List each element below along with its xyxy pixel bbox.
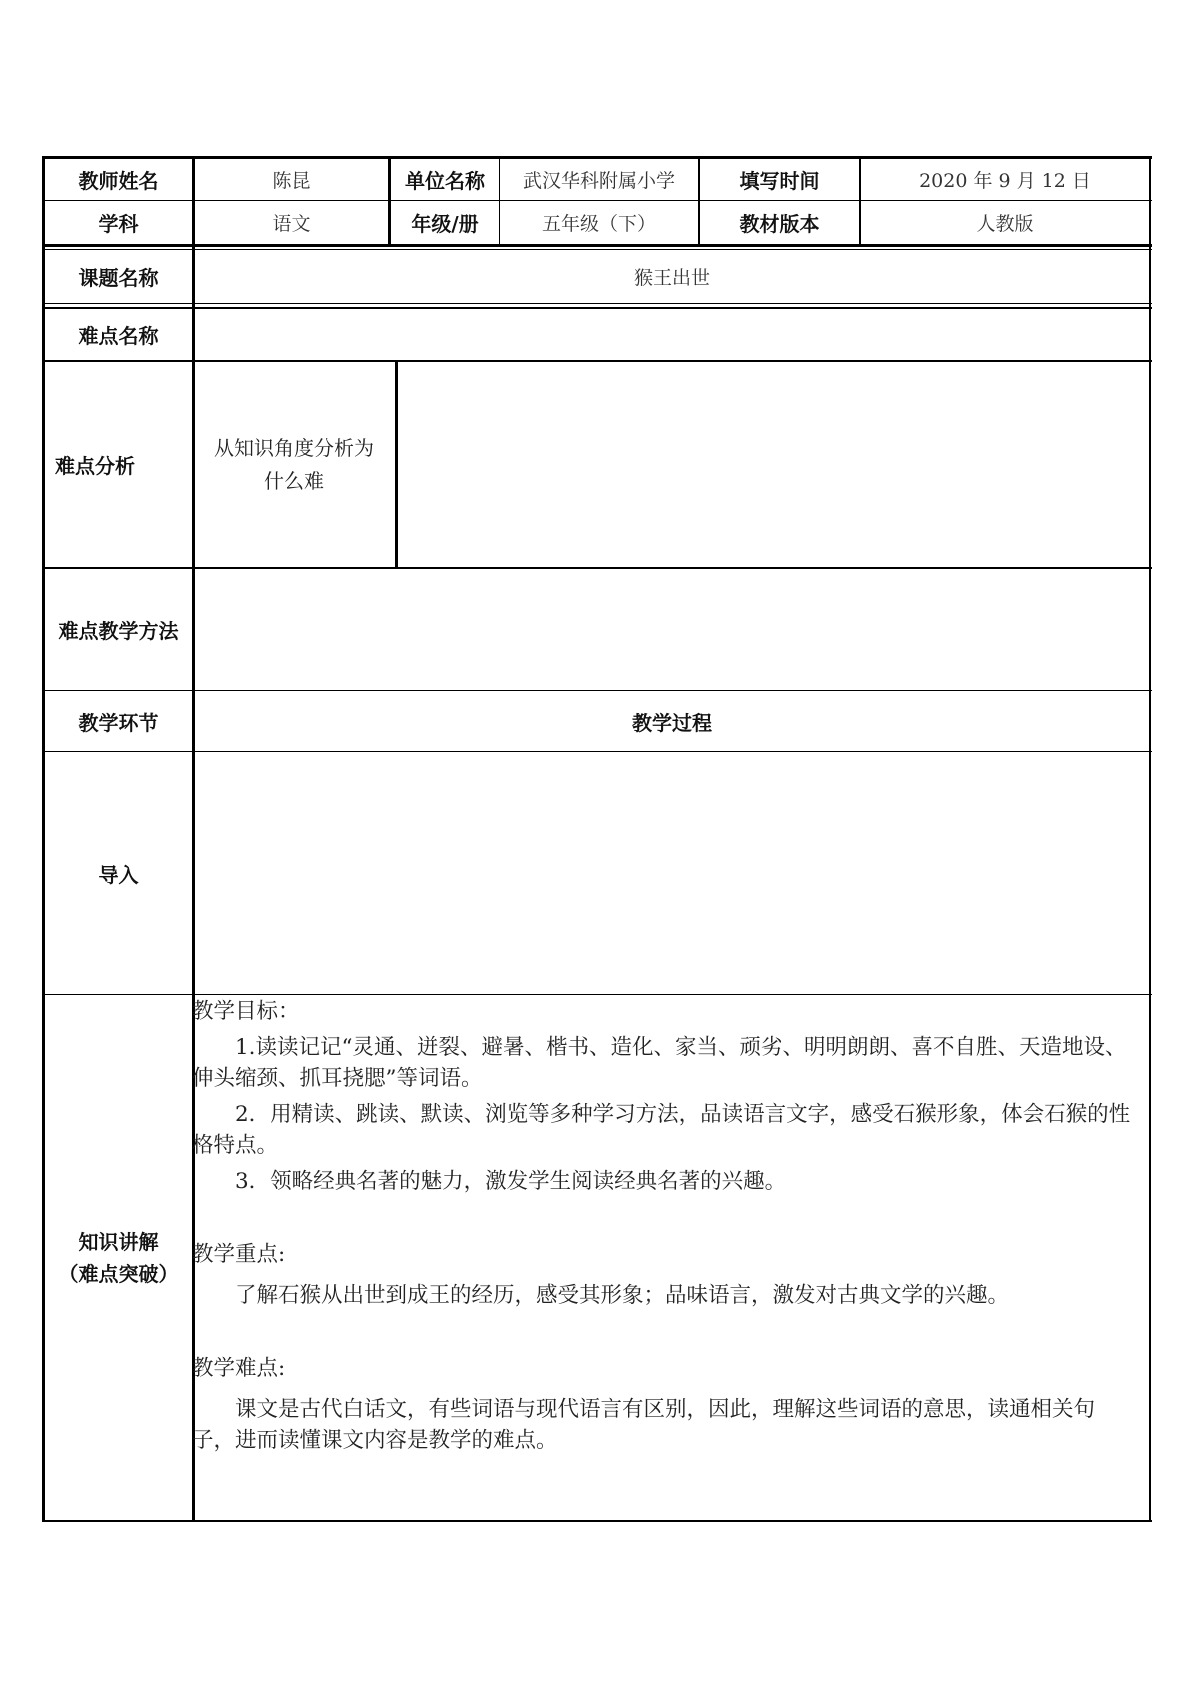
knowledge-label-line2: （难点突破） — [58, 1261, 179, 1286]
teaching-method-value — [195, 569, 1149, 690]
knowledge-angle-label: 从知识角度分析为什么难 — [214, 435, 374, 493]
teacher-name-value: 陈昆 — [272, 170, 311, 192]
knowledge-content — [192, 996, 1136, 1456]
topic-label: 课题名称 — [78, 266, 159, 290]
teaching-focus-text: 了解石猴从出世到成王的经历，感受其形象；品味语言，激发对古典文学的兴趣。 — [235, 1283, 1010, 1308]
teaching-stage-header: 教学环节 — [78, 710, 159, 735]
fill-date-label: 填写时间 — [739, 169, 820, 193]
teaching-goal-3: 3．领略经典名著的魅力，激发学生阅读经典名著的兴趣。 — [235, 1169, 787, 1194]
teaching-method-label: 难点教学方法 — [58, 619, 179, 643]
teaching-process-header: 教学过程 — [632, 710, 712, 735]
difficulty-name-label: 难点名称 — [78, 324, 159, 348]
teaching-goal-1: 1.读读记记“灵通、迸裂、避暑、楷书、造化、家当、顽劣、明明朗朗、喜不自胜、天造地设、伸头缩颈、抓耳挠腮”等词语。 — [192, 1035, 1127, 1091]
rule-row3 — [42, 303, 1152, 304]
grade-label: 年级/册 — [411, 212, 479, 236]
grade-value: 五年级（下） — [541, 213, 656, 235]
teaching-goal-2: 2．用精读、跳读、默读、浏览等多种学习方法，品读语言文字，感受石猴形象，体会石猴的性格特点。 — [192, 1102, 1131, 1158]
teacher-name-label: 教师姓名 — [78, 169, 159, 193]
teaching-difficulty-title: 教学难点: — [192, 1356, 286, 1381]
edition-value: 人教版 — [976, 213, 1034, 235]
unit-name-label: 单位名称 — [405, 169, 485, 193]
rule-row8 — [42, 994, 1152, 995]
subject-value: 语文 — [272, 213, 311, 235]
rule-bottom — [42, 1520, 1152, 1522]
teaching-difficulty-text: 课文是古代白话文，有些词语与现代语言有区别，因此，理解这些词语的意思，读通相关句子，进而读懂课文内容是教学的难点。 — [192, 1397, 1096, 1453]
subject-label: 学科 — [98, 212, 139, 236]
topic-value: 猴王出世 — [633, 267, 710, 289]
intro-label: 导入 — [98, 862, 139, 887]
knowledge-label-line1: 知识讲解 — [78, 1229, 159, 1254]
teaching-goals-title: 教学目标： — [192, 999, 300, 1024]
knowledge-explanation-label — [45, 995, 192, 1520]
difficulty-analysis-label: 难点分析 — [55, 454, 135, 478]
rule-row2 — [42, 244, 1152, 247]
intro-value — [195, 752, 1149, 994]
unit-name-value: 武汉华科附属小学 — [522, 170, 675, 192]
fill-date-value: 2020 年 9 月 12 日 — [919, 170, 1091, 192]
difficulty-analysis-value — [398, 362, 1149, 567]
rule-right — [1149, 156, 1151, 1522]
edition-label: 教材版本 — [739, 212, 820, 236]
teaching-focus-title: 教学重点: — [192, 1242, 286, 1267]
difficulty-name-value — [195, 309, 1149, 360]
